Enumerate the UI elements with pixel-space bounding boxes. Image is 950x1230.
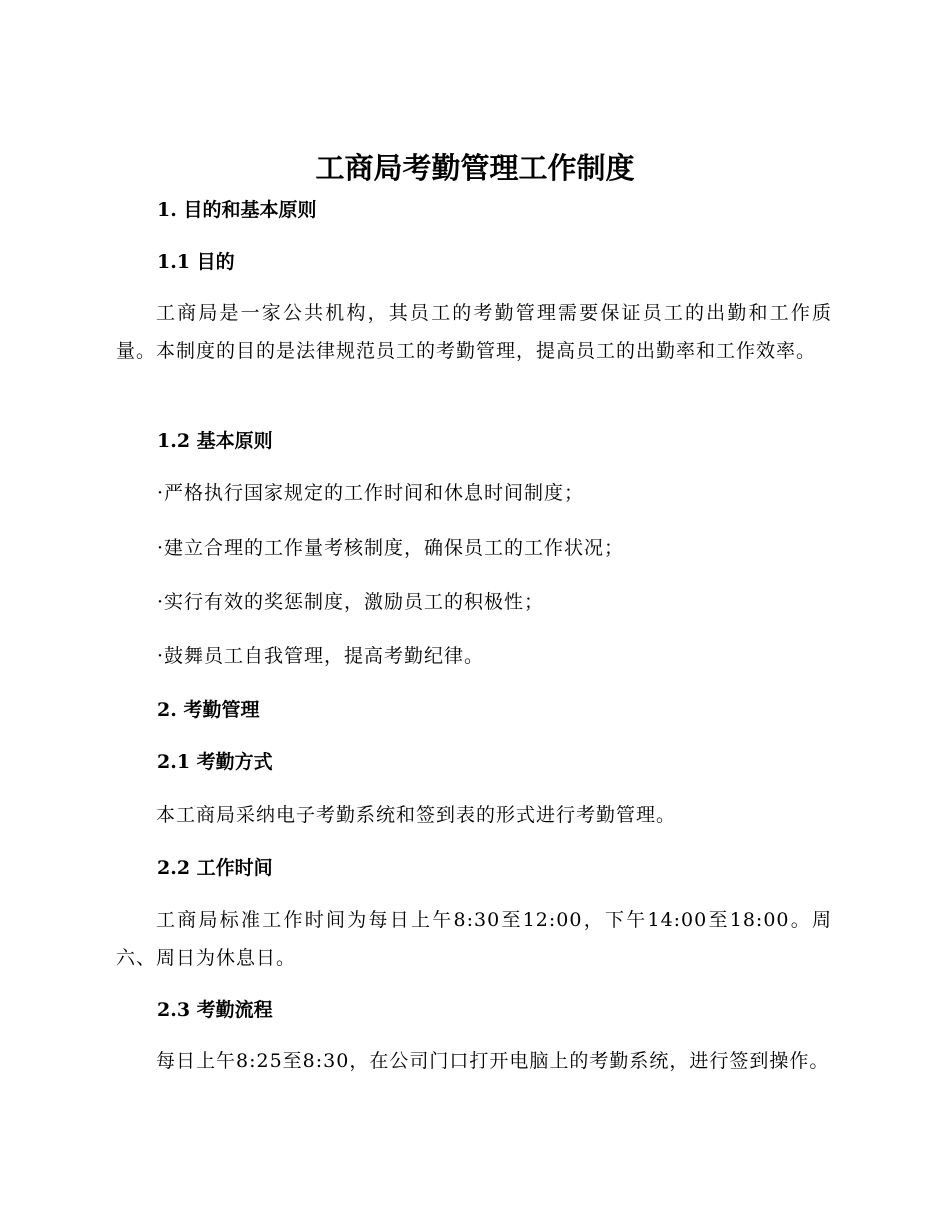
heading-section-2-2: 2.2 工作时间: [157, 857, 273, 879]
principle-item-3: ·实行有效的奖惩制度，激励员工的积极性；: [157, 591, 545, 613]
principle-item-2: ·建立合理的工作量考核制度，确保员工的工作状况；: [157, 537, 625, 559]
paragraph-attendance-method: 本工商局采纳电子考勤系统和签到表的形式进行考勤管理。: [156, 804, 677, 826]
paragraph-working-hours: 工商局标准工作时间为每日上午8:30至12:00，下午14:00至18:00。周六、周日为休息日。: [116, 909, 832, 969]
paragraph-purpose: 工商局是一家公共机构，其员工的考勤管理需要保证员工的出勤和工作质量。本制度的目的是法律规范员工的考勤管理，提高员工的出勤率和工作效率。: [116, 302, 832, 362]
document-title: 工商局考勤管理工作制度: [315, 151, 635, 185]
heading-section-1-2: 1.2 基本原则: [157, 430, 273, 452]
heading-section-2: 2. 考勤管理: [157, 699, 260, 721]
heading-section-2-3: 2.3 考勤流程: [157, 999, 273, 1021]
heading-section-1: 1. 目的和基本原则: [157, 199, 317, 221]
heading-section-1-1: 1.1 目的: [157, 251, 235, 273]
paragraph-attendance-process: 每日上午8:25至8:30，在公司门口打开电脑上的考勤系统，进行签到操作。: [156, 1050, 830, 1072]
principle-item-1: ·严格执行国家规定的工作时间和休息时间制度；: [157, 482, 585, 504]
principle-item-4: ·鼓舞员工自我管理，提高考勤纪律。: [157, 645, 485, 667]
heading-section-2-1: 2.1 考勤方式: [157, 751, 273, 773]
